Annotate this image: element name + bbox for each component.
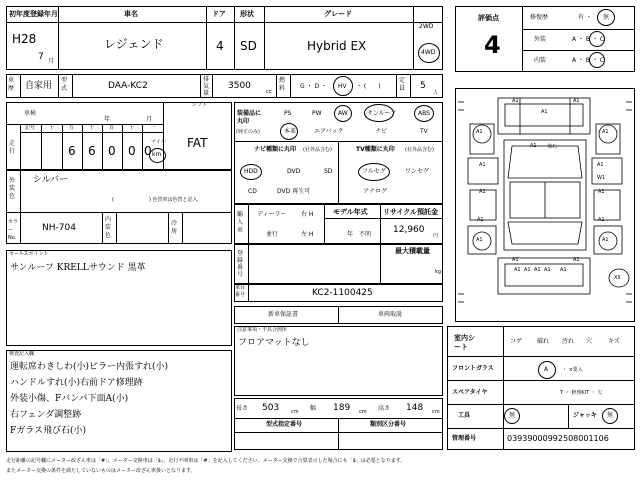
inspector-line-4: 右フェンダ調整跡 bbox=[10, 410, 82, 420]
damage-mark: A1 bbox=[534, 267, 541, 273]
damage-mark: A1 bbox=[479, 189, 486, 195]
drive-4wd: 4WD bbox=[421, 49, 436, 56]
load-label: 最大積載量 bbox=[395, 247, 430, 255]
vehicle-manual: 車両取説 bbox=[378, 311, 403, 318]
damage-mark: A1 bbox=[476, 129, 483, 135]
damage-mark: A1 bbox=[573, 257, 580, 263]
chassis-number: KC2-1100425 bbox=[312, 288, 373, 298]
cc-unit: cc bbox=[266, 89, 272, 95]
fuel-label: 燃料 bbox=[279, 77, 286, 92]
navi-cd: CD bbox=[248, 188, 257, 195]
inspector-line-5: Fガラス飛び石(小) bbox=[10, 426, 86, 436]
reg-month: 7 bbox=[38, 52, 44, 62]
unit-hyaku: 百 bbox=[109, 125, 115, 131]
model-label: 車名 bbox=[124, 10, 138, 18]
shape: SD bbox=[240, 39, 257, 53]
new-car-warranty: 新車保証書 bbox=[268, 311, 299, 318]
equip-leather: 本革 bbox=[284, 128, 297, 135]
length: 503 bbox=[262, 403, 280, 413]
length-unit: cm bbox=[291, 409, 299, 415]
type-designation-label: 型式指定番号 bbox=[266, 421, 303, 428]
unit-juman: 十 bbox=[49, 125, 55, 131]
displacement-label: 排気量 bbox=[203, 76, 210, 97]
load-kg: kg bbox=[435, 269, 442, 275]
fuel-other: ・ ( ) bbox=[356, 83, 381, 90]
color-code: NH-704 bbox=[42, 223, 76, 233]
shift: FAT bbox=[187, 136, 208, 150]
digit-2: 6 bbox=[88, 144, 96, 158]
height-label: 高さ bbox=[378, 405, 391, 412]
interior-sheet-label: 室内シート bbox=[454, 334, 475, 351]
use-value: 自家用 bbox=[25, 81, 53, 91]
tv-oneseg: ワンセグ bbox=[405, 168, 430, 175]
import-parallel: 並行 bbox=[266, 231, 279, 238]
inspection-label: 車検 bbox=[24, 110, 37, 117]
damage-mark: A1 bbox=[560, 267, 567, 273]
footer-line-2: またメーター交換の条件を満たしていないものはメーター改ざん車扱いとなります。 bbox=[6, 468, 196, 474]
width: 189 bbox=[333, 403, 351, 413]
caution-text: フロアマットなし bbox=[238, 338, 310, 348]
grade: Hybrid EX bbox=[307, 39, 367, 53]
exterior-color: シルバー bbox=[33, 175, 69, 185]
damage-mark: A1 bbox=[476, 237, 483, 243]
recycle-label: リサイクル預託金 bbox=[383, 208, 439, 216]
equip-abs: ABS bbox=[418, 110, 430, 117]
chassis-label: 車台番号 bbox=[235, 285, 246, 298]
damage-mark: A1 bbox=[602, 237, 609, 243]
length-label: 長さ bbox=[236, 405, 249, 412]
digit-5: 0 bbox=[144, 144, 152, 158]
navi-dvd: DVD bbox=[287, 168, 301, 175]
import-right-h: 右 H bbox=[301, 211, 314, 218]
equip-airbag: エアバック bbox=[314, 128, 344, 135]
fuel-hv: HV bbox=[338, 83, 347, 90]
exterior-scale: A ・ B ・ C bbox=[572, 36, 605, 43]
reg-number-label: 登録番号 bbox=[237, 250, 244, 278]
type-value: DAA-KC2 bbox=[108, 81, 148, 91]
equipment-sub: (純正のみ) bbox=[236, 129, 260, 135]
unit-ichi: 一 bbox=[150, 125, 156, 131]
equip-pw: PW bbox=[312, 110, 322, 117]
shift-label: シフト bbox=[192, 102, 208, 108]
sheet-burn: コゲ bbox=[510, 338, 523, 345]
category-label: 類別区分番号 bbox=[370, 421, 407, 428]
exterior-label: 外装 bbox=[534, 36, 547, 43]
sheet-scratch: キズ bbox=[608, 338, 620, 345]
mileage-label: 走行 bbox=[9, 140, 16, 155]
navi-dvd-play: DVD 再生可 bbox=[277, 188, 311, 195]
digit-3: 0 bbox=[108, 144, 116, 158]
damage-mark: A1 bbox=[602, 129, 609, 135]
equip-sunroof: サンルーフ bbox=[367, 110, 397, 117]
digit-4: 0 bbox=[128, 144, 136, 158]
drive-2wd: 2WD bbox=[419, 23, 434, 30]
month-unit: 月 bbox=[48, 58, 55, 65]
aircon-label: 冷房 bbox=[171, 220, 178, 235]
spare-tire-label: スペアタイヤ bbox=[452, 389, 488, 396]
sheet-hole: 穴 bbox=[586, 338, 593, 345]
front-glass-exchange: ・ ×要入 bbox=[562, 367, 583, 373]
equip-ps: PS bbox=[284, 110, 292, 117]
digit-1: 6 bbox=[68, 144, 76, 158]
interior-label: 内装 bbox=[534, 57, 547, 64]
import-left-h: 左 H bbox=[301, 231, 314, 238]
front-glass-label: フロントガラス bbox=[452, 365, 494, 372]
tv-sub: (社外品含む) bbox=[405, 147, 434, 153]
score-label: 評価点 bbox=[478, 14, 499, 22]
sheet-dirt: 汚れ bbox=[562, 338, 575, 345]
navi-sd: SD bbox=[324, 168, 333, 175]
width-label: 幅 bbox=[310, 405, 317, 412]
recycle-yen: 円 bbox=[433, 233, 439, 239]
model-name: レジェンド bbox=[104, 37, 164, 51]
damage-mark: A1 bbox=[573, 98, 580, 104]
unit-sen: 千 bbox=[89, 125, 95, 131]
damage-mark: A1 bbox=[597, 162, 604, 168]
grade-label: グレード bbox=[324, 10, 352, 18]
damage-mark: A1 bbox=[524, 267, 531, 273]
navi-hdd: HDD bbox=[244, 168, 258, 175]
navi-sub: (社外品含む) bbox=[303, 147, 332, 153]
capacity: 5 bbox=[420, 81, 426, 91]
equipment-title: 装備品に丸印 bbox=[237, 110, 262, 125]
height-unit: cm bbox=[432, 409, 440, 415]
exterior-color-label: 外装色 bbox=[9, 177, 16, 200]
inspection-month: 月 bbox=[146, 116, 153, 123]
damage-mark: A1 bbox=[544, 267, 551, 273]
sheet-tear: 破れ bbox=[537, 338, 550, 345]
footer-line-1: 走行距離の記号欄にメーター改ざん車は「#」、メーター交換車は「$」、走行不明車は「#」を記入してください。メーター交換で合算表示した場合にも「$」は必要となります。 bbox=[6, 458, 406, 464]
tv-fullseg: フルセグ bbox=[362, 168, 386, 175]
navi-title: ナビ種類に丸印 bbox=[254, 146, 297, 153]
damage-mark: XX bbox=[614, 275, 621, 281]
damage-mark: A1 bbox=[512, 257, 519, 263]
tools-none: 無 bbox=[509, 412, 516, 419]
import-dealer: ディーラー bbox=[257, 211, 287, 218]
fuel-options: G ・ D ・ bbox=[300, 83, 327, 90]
damage-mark: A1 bbox=[479, 162, 486, 168]
selling-points: サンルーフ KRELLサウンド 黒革 bbox=[10, 263, 146, 273]
doors: 4 bbox=[216, 39, 224, 53]
shape-label: 形状 bbox=[240, 10, 254, 18]
interior-scale: A ・ B ・ C bbox=[572, 57, 605, 64]
selling-points-label: セールスポイント bbox=[9, 251, 49, 257]
use-label: 車歴 bbox=[8, 77, 15, 92]
front-glass-a: A bbox=[544, 366, 549, 373]
score: 4 bbox=[484, 31, 501, 59]
color-note: ( ) 色替車は色替と記入 bbox=[112, 197, 198, 203]
damage-mark: 飛石 bbox=[547, 144, 558, 150]
repair-no: 無 bbox=[603, 14, 610, 21]
interior-color-label: 内装色 bbox=[105, 216, 112, 239]
damage-mark: A1 bbox=[598, 217, 605, 223]
door-label: ドア bbox=[212, 10, 226, 18]
caution-label: 注意事項・不具合箇所 bbox=[237, 327, 288, 333]
reg-year-label: 初年度登録年月 bbox=[9, 10, 58, 18]
capacity-label: 定員 bbox=[399, 77, 406, 92]
damage-mark: A1 bbox=[512, 98, 519, 104]
km-unit: km bbox=[152, 151, 162, 158]
height: 148 bbox=[406, 403, 424, 413]
color-code-label: カラーNo. bbox=[8, 219, 19, 241]
damage-mark: A1 bbox=[477, 217, 484, 223]
type-label: 型式 bbox=[61, 77, 68, 92]
tv-analog: アナログ bbox=[363, 188, 388, 195]
reg-year: H28 bbox=[12, 32, 37, 46]
jack-label: ジャッキ bbox=[573, 412, 597, 419]
damage-mark: A1 bbox=[541, 109, 548, 115]
inspector-line-2: ハンドルすれ(小)右前ドア修理跡 bbox=[10, 378, 143, 388]
spare-tire-options: T ・ 修理KIT ・ 欠 bbox=[560, 390, 603, 396]
capacity-unit: 人 bbox=[433, 90, 439, 96]
model-year: 年 不明 bbox=[347, 231, 372, 238]
equip-aw: AW bbox=[338, 110, 348, 117]
inspector-label: 検査記入欄 bbox=[9, 351, 35, 357]
inspection-year: 年 bbox=[104, 116, 111, 123]
damage-mark: W1 bbox=[597, 175, 606, 181]
equip-tv: TV bbox=[420, 128, 428, 135]
unit-juu: 十 bbox=[129, 125, 135, 131]
recycle-fee: 12,960 bbox=[393, 225, 425, 235]
repair-label: 修復歴 bbox=[530, 14, 549, 21]
equip-navi: ナビ bbox=[375, 128, 388, 135]
management-number: 03939000992508001106 bbox=[507, 434, 609, 443]
unit-man: 万 bbox=[69, 125, 75, 131]
mile-unit: マイル bbox=[151, 139, 166, 145]
jack-none: 無 bbox=[607, 412, 614, 419]
damage-mark: A1 bbox=[530, 143, 537, 149]
inspector-line-1: 運転席わきしわ(小)ピラー内張すれ(小) bbox=[10, 362, 169, 372]
displacement: 3500 bbox=[228, 81, 251, 91]
model-year-label: モデル年式 bbox=[333, 208, 368, 216]
damage-mark: A1 bbox=[514, 267, 521, 273]
width-unit: cm bbox=[359, 409, 367, 415]
tv-title: TV種類に丸印 bbox=[356, 146, 395, 153]
import-label: 輸入車 bbox=[237, 211, 244, 234]
unit-kigou: 記号 bbox=[25, 125, 36, 131]
tools-label: 工具 bbox=[458, 412, 471, 419]
damage-mark: A1 bbox=[598, 189, 605, 195]
repair-yes: 有 ・ bbox=[578, 14, 592, 21]
management-label: 管理番号 bbox=[452, 435, 477, 442]
inspector-line-3: 外装小傷、Fバンパ下面A(小) bbox=[10, 394, 129, 404]
